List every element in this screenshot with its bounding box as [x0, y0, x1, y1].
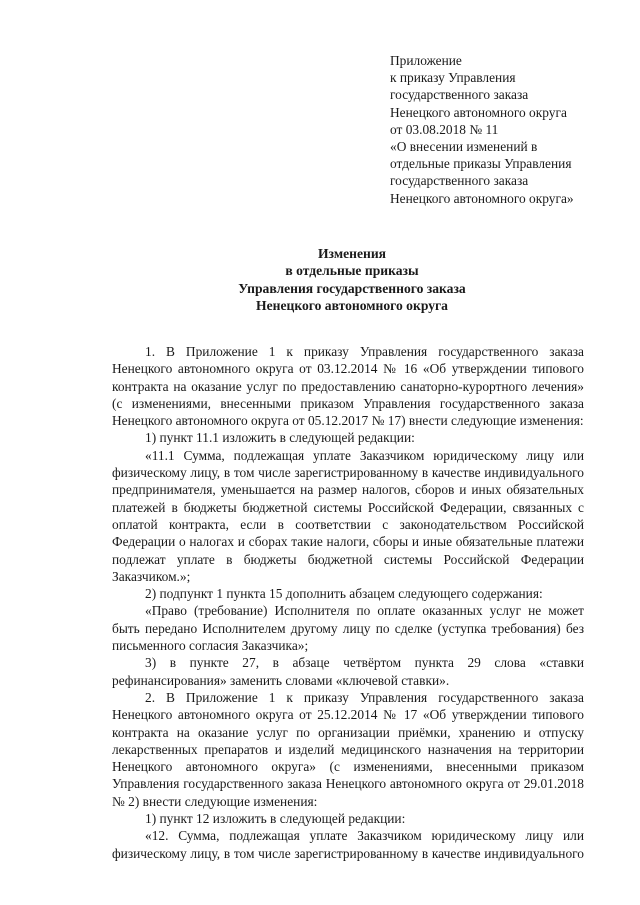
document-title	[112, 245, 592, 315]
title-line: Управления государственного заказа	[238, 280, 466, 296]
body-paragraph: «Право (требование) Исполнителя по оплате оказанных услуг не может быть передано Исполнителем другому лицу по сделке (уступка требования) без письменного согласия Заказчика»;	[112, 603, 584, 654]
title-line: Ненецкого автономного округа	[256, 298, 448, 314]
body-paragraph: 1) пункт 11.1 изложить в следующей редакции:	[145, 430, 415, 446]
appendix-line: Ненецкого автономного округа	[390, 104, 567, 120]
body-paragraph: 2) подпункт 1 пункта 15 дополнить абзацем следующего содержания:	[145, 586, 543, 602]
body-paragraph: 1. В Приложение 1 к приказу Управления государственного заказа Ненецкого автономного округа от 03.12.2014 № 16 «Об утверждении типового контракта на оказание услуг по предоставлению санаторно-курортного лечения» (с изменениями, внесенными приказом Управления государственного заказа Ненецкого автономного округа от 05.12.2017 № 17) внести следующие изменения:	[112, 344, 584, 429]
title-line: Изменения	[317, 246, 387, 261]
appendix-line: Приложение	[390, 53, 462, 68]
appendix-line: отдельные приказы Управления	[390, 156, 572, 172]
body-paragraph: «12. Сумма, подлежащая уплате Заказчиком юридическому лицу или физическому лицу, в том числе зарегистрированному в качестве индивидуального	[112, 828, 584, 861]
appendix-header	[390, 52, 620, 207]
body-paragraph: 1) пункт 12 изложить в следующей редакции:	[145, 811, 406, 827]
title-line: в отдельные приказы	[285, 263, 419, 279]
appendix-line: Ненецкого автономного округа»	[390, 190, 574, 206]
appendix-line: государственного заказа	[390, 87, 529, 103]
body-paragraph: «11.1 Сумма, подлежащая уплате Заказчиком юридическому лицу или физическому лицу, в том числе зарегистрированному в качестве индивидуального предпринимателя, уменьшается на размер налогов, сборов и иных обязательных платежей в бюджеты бюджетной системы Российской Федерации, связанных с оплатой контракта, если в соответствии с законодательством Российской Федерации о налогах и сборах такие налоги, сборы и иные обязательные платежи подлежат уплате в бюджеты бюджетной системы Российской Федерации Заказчиком.»;	[112, 447, 584, 584]
body-paragraph: 3) в пункте 27, в абзаце четвёртом пункта 29 слова «ставки рефинансирования» заменить словами «ключевой ставки».	[112, 655, 584, 688]
appendix-line: «О внесении изменений в	[390, 139, 538, 155]
appendix-line: государственного заказа	[390, 173, 529, 189]
appendix-line: от 03.08.2018 № 11	[390, 121, 499, 137]
document-body	[112, 343, 584, 862]
appendix-line: к приказу Управления	[390, 70, 516, 86]
body-paragraph: 2. В Приложение 1 к приказу Управления государственного заказа Ненецкого автономного округа от 25.12.2014 № 17 «Об утверждении типового контракта на оказание услуг по организации приёмки, хранению и отпуску лекарственных препаратов и изделий медицинского назначения на территории Ненецкого автономного округа» (с изменениями, внесенными приказом Управления государственного заказа Ненецкого автономного округа от 29.01.2018 № 2) внести следующие изменения:	[112, 689, 584, 809]
